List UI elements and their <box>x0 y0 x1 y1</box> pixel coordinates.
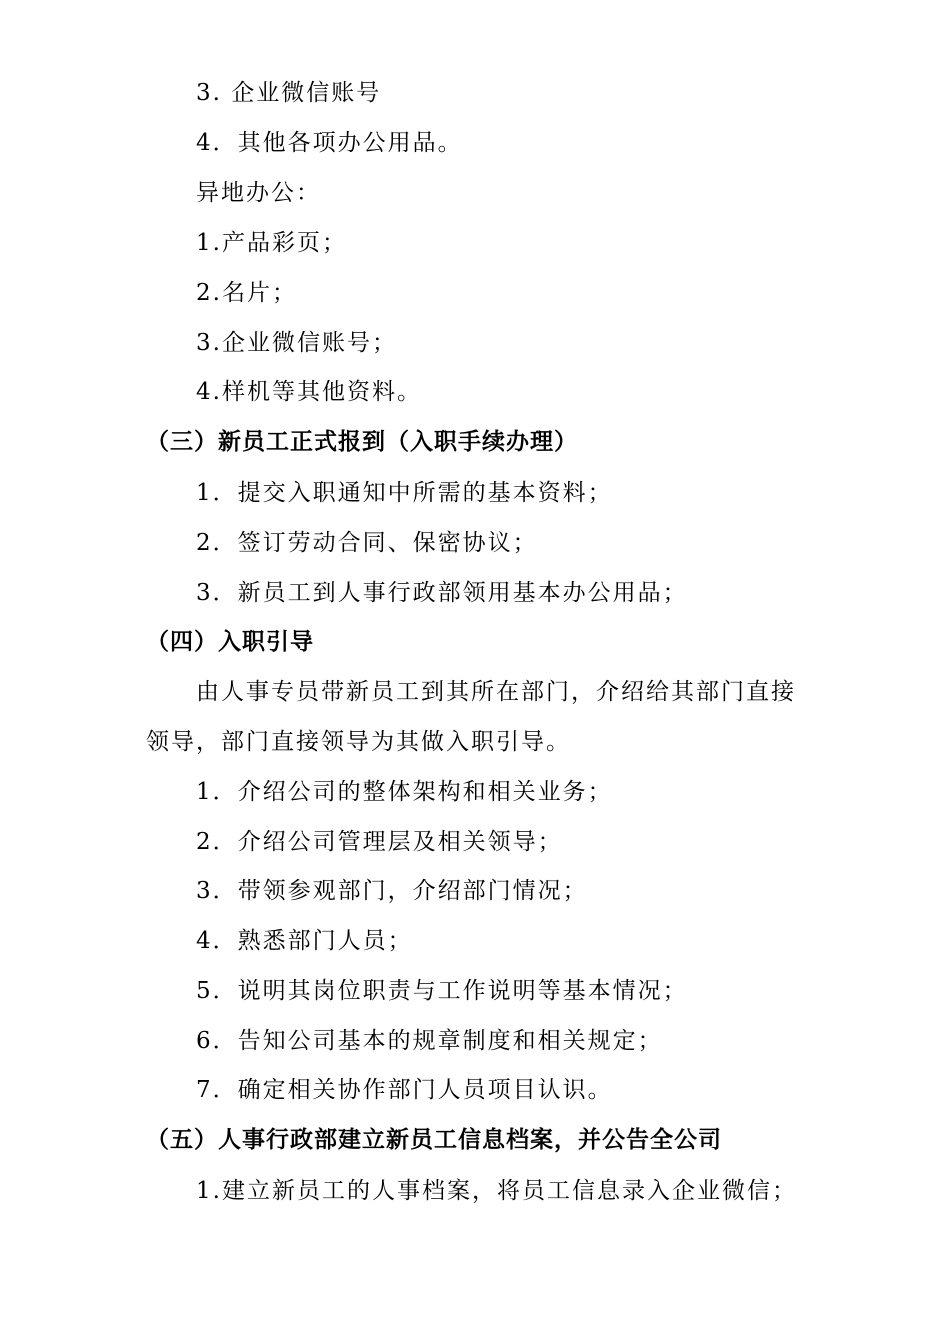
subheading-text: 异地办公： <box>196 180 321 206</box>
list-item: 1．介绍公司的整体架构和相关业务； <box>196 779 613 805</box>
paragraph-line: 由人事专员带新员工到其所在部门，介绍给其部门直接 <box>196 679 796 705</box>
list-item: 3．新员工到人事行政部领用基本办公用品； <box>196 580 688 606</box>
list-item: 1.产品彩页； <box>196 230 347 256</box>
list-item: 1．提交入职通知中所需的基本资料； <box>196 480 613 506</box>
list-item: 2．介绍公司管理层及相关领导； <box>196 829 563 855</box>
list-item: 1.建立新员工的人事档案，将员工信息录入企业微信； <box>196 1178 797 1204</box>
section-heading: （三）新员工正式报到（入职手续办理） <box>146 429 578 455</box>
list-item: 6．告知公司基本的规章制度和相关规定； <box>196 1028 663 1054</box>
section-heading: （五）人事行政部建立新员工信息档案，并公告全公司 <box>146 1127 722 1153</box>
section-heading: （四）入职引导 <box>146 629 314 655</box>
list-item: 4．熟悉部门人员； <box>196 928 413 954</box>
list-item: 5．说明其岗位职责与工作说明等基本情况； <box>196 978 688 1004</box>
list-item: 2.名片； <box>196 280 297 306</box>
list-item: 3. 企业微信账号 <box>196 80 382 106</box>
list-item: 7．确定相关协作部门人员项目认识。 <box>196 1077 613 1103</box>
paragraph-line: 领导，部门直接领导为其做入职引导。 <box>146 729 571 755</box>
list-item: 4．其他各项办公用品。 <box>196 130 463 156</box>
list-item: 3.企业微信账号； <box>196 330 397 356</box>
list-item: 4.样机等其他资料。 <box>196 379 422 405</box>
list-item: 3．带领参观部门，介绍部门情况； <box>196 878 588 904</box>
list-item: 2．签订劳动合同、保密协议； <box>196 530 538 556</box>
